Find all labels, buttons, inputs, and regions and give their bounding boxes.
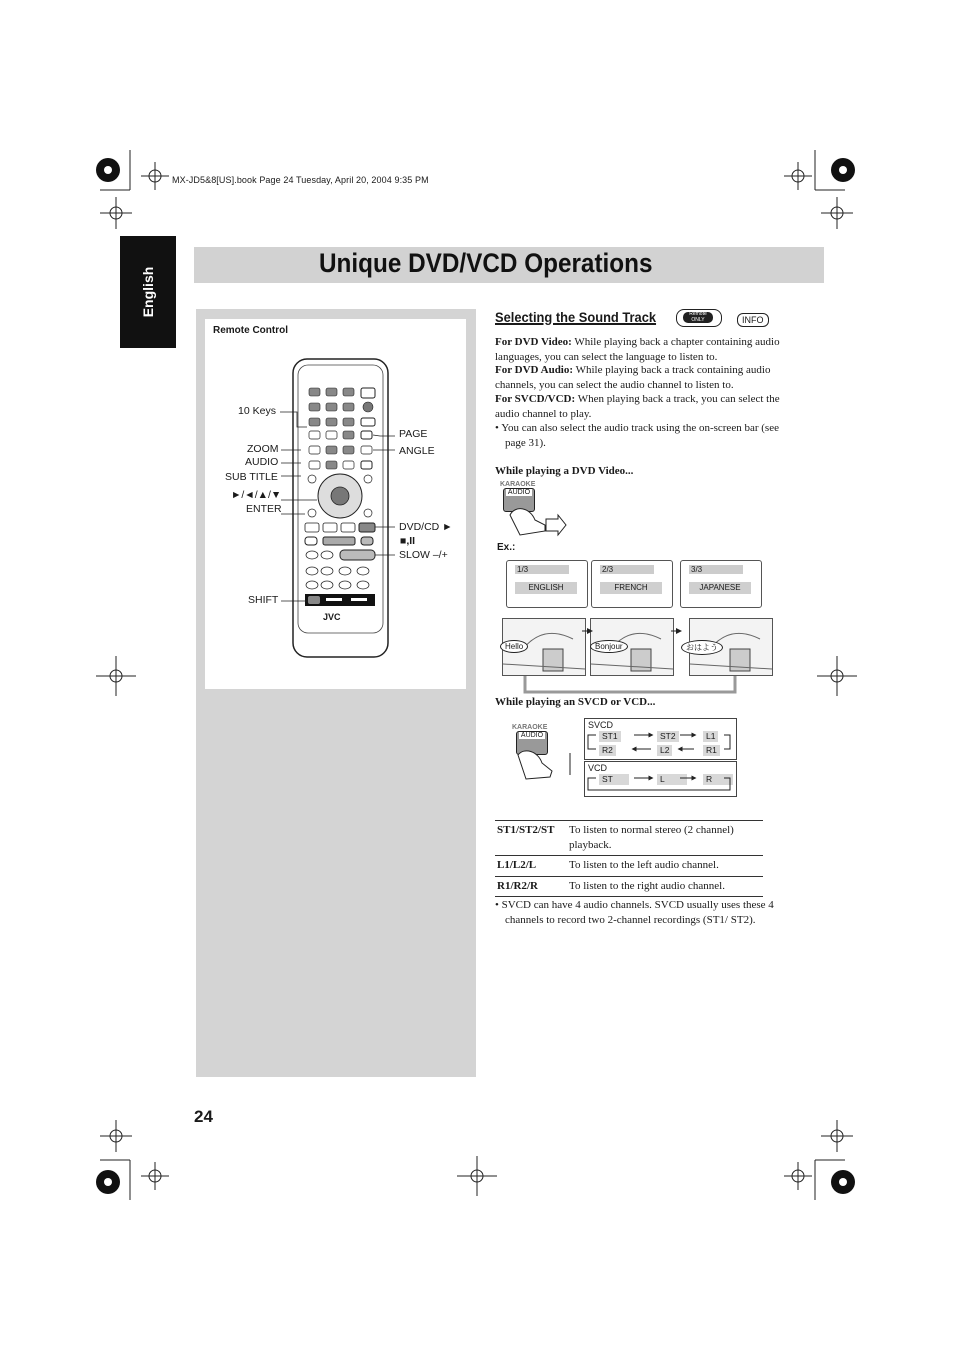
vcd-ch-st: ST <box>599 774 629 785</box>
bullet-svcd-channels: • SVCD can have 4 audio channels. SVCD usually uses these 4 channels to record two 2-channel recordings (ST1/ ST2). <box>495 899 774 926</box>
audio-button-label: AUDIO <box>507 489 531 496</box>
channel-table <box>495 820 763 897</box>
label-arrows: ►/◄/▲/▼ <box>231 489 282 501</box>
para-dvd-video-text: While playing back a chapter containing audio languages, you can select the language to listen to. <box>495 336 780 363</box>
para-svcd-text: When playing back a track, you can select the audio channel to play. <box>495 393 780 420</box>
osd-panel-2 <box>591 560 673 608</box>
remote-brand-logo: JVC <box>323 612 341 622</box>
table-key: R1/R2/R <box>495 876 567 897</box>
svcd-ch-st1: ST1 <box>599 731 621 742</box>
table-desc: To listen to the left audio channel. <box>567 856 763 877</box>
table-row <box>495 856 763 877</box>
remote-only-badge <box>676 309 722 327</box>
paragraph-svcd-vcd <box>495 392 780 421</box>
label-slow: SLOW –/+ <box>399 549 448 561</box>
label-10-keys: 10 Keys <box>238 405 276 417</box>
paragraph-dvd-video <box>495 335 780 364</box>
label-sub-title: SUB TITLE <box>225 471 278 483</box>
speech-bubble-2: Bonjour <box>590 640 628 653</box>
page-title: Unique DVD/VCD Operations <box>319 248 653 278</box>
remote-only-label: Remote ONLY <box>683 312 713 323</box>
svcd-label: SVCD <box>588 720 614 730</box>
page-number: 24 <box>194 1107 213 1126</box>
para-dvd-audio-text: While playing back a track containing audio channels, you can select the audio channel to listen to. <box>495 364 771 391</box>
label-shift: SHIFT <box>248 594 279 606</box>
table-desc: To listen to normal stereo (2 channel) playback. <box>567 821 763 856</box>
table-key: L1/L2/L <box>495 856 567 877</box>
svcd-vcd-heading: While playing an SVCD or VCD... <box>495 696 656 708</box>
title-bar <box>194 247 824 283</box>
label-angle: ANGLE <box>399 445 435 457</box>
vcd-label: VCD <box>588 763 608 773</box>
vcd-ch-l: L <box>657 774 687 785</box>
osd-1-count: 1/3 <box>515 565 569 574</box>
paragraph-dvd-audio <box>495 363 780 392</box>
finger-press-icon <box>500 495 570 540</box>
osd-panel-3 <box>680 560 762 608</box>
remote-illustration <box>205 319 466 689</box>
label-zoom: ZOOM <box>247 443 279 455</box>
svcd-ch-st2: ST2 <box>657 731 679 742</box>
language-tab <box>120 236 176 348</box>
example-label: Ex.: <box>497 542 516 553</box>
bullet-on-screen-bar: • You can also select the audio track using the on-screen bar (see page 31). <box>495 422 779 449</box>
osd-3-count: 3/3 <box>689 565 743 574</box>
table-row <box>495 876 763 897</box>
svcd-ch-l1: L1 <box>703 731 718 742</box>
osd-panel-1 <box>506 560 588 608</box>
table-key: ST1/ST2/ST <box>495 821 567 856</box>
label-enter: ENTER <box>246 503 282 515</box>
audio-button-2-label: AUDIO <box>520 732 544 739</box>
vcd-ch-r: R <box>703 774 733 785</box>
osd-2-language: FRENCH <box>600 582 662 594</box>
remote-control-title: Remote Control <box>213 325 288 336</box>
karaoke-label: KARAOKE <box>500 481 536 488</box>
label-audio: AUDIO <box>245 456 279 468</box>
para-svcd-heading: For SVCD/VCD: <box>495 393 576 405</box>
table-row <box>495 821 763 856</box>
section-title: Selecting the Sound Track <box>495 309 657 325</box>
dvd-video-heading: While playing a DVD Video... <box>495 465 634 477</box>
svcd-ch-r1: R1 <box>703 745 720 756</box>
finger-press-icon-2 <box>512 745 582 785</box>
osd-2-count: 2/3 <box>600 565 654 574</box>
svcd-ch-l2: L2 <box>657 745 672 756</box>
osd-3-language: JAPANESE <box>689 582 751 594</box>
speech-bubble-3: おはよう <box>681 640 723 655</box>
osd-1-language: ENGLISH <box>515 582 577 594</box>
karaoke-label-2: KARAOKE <box>512 724 548 731</box>
label-stop-pause: ■,II <box>400 535 416 547</box>
svcd-ch-r2: R2 <box>599 745 616 756</box>
language-tab-label: English <box>140 266 156 318</box>
para-dvd-video-heading: For DVD Video: <box>495 336 572 348</box>
info-badge: INFO <box>737 313 769 327</box>
label-dvd-cd: DVD/CD ► <box>399 521 453 533</box>
channel-cycle-arrows <box>578 718 738 798</box>
book-info: MX-JD5&8[US].book Page 24 Tuesday, April 20, 2004 9:35 PM <box>172 175 429 185</box>
label-page: PAGE <box>399 428 428 440</box>
speech-bubble-1: Hello <box>500 640 528 653</box>
cycle-arrows <box>495 606 775 696</box>
para-dvd-audio-heading: For DVD Audio: <box>495 364 574 376</box>
table-desc: To listen to the right audio channel. <box>567 876 763 897</box>
